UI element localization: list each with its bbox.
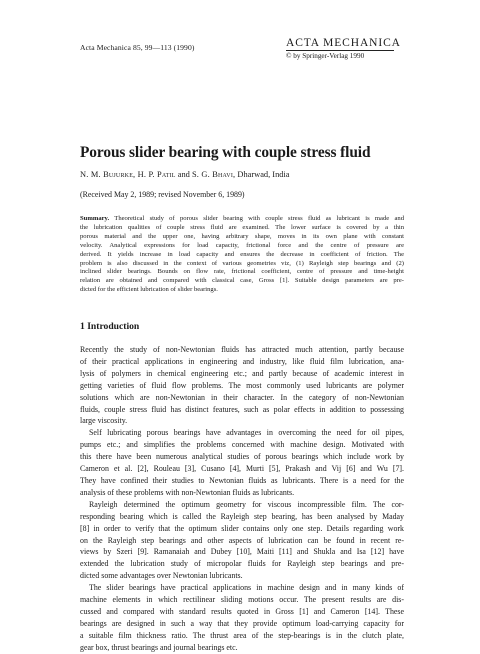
abstract-line: dicted for the efficient lubrication of slider bearings. <box>80 286 218 294</box>
abstract-line: relation are obtained and compared with classical case, Gross [1]. Suitable design parameters are pre- <box>80 277 404 285</box>
affiliation: Dharwad, India <box>237 170 290 179</box>
body-line: Recently the study of non-Newtonian fluids has attracted much attention, partly because <box>80 345 404 354</box>
body-line: analysis of these problems with non-Newtonian fluids as lubricants. <box>80 487 295 497</box>
author-names: N. M. Bujurke, H. P. Patil <box>80 170 176 179</box>
publisher-line: © by Springer-Verlag 1990 <box>286 52 365 60</box>
body-line: Rayleigh determined the optimum geometry for viscous incompressible film. The cor- <box>89 499 404 509</box>
body-text <box>80 344 404 654</box>
body-line: gear box, thrust bearings and journal bearings etc. <box>80 642 238 652</box>
body-line: on the Rayleigh step bearings and other aspects of lubrication can be found in recent re- <box>80 535 404 545</box>
abstract-line: velocity. Analytical expressions for load capacity, frictional force and the centre of pressure are <box>80 241 404 249</box>
body-line: this there have been numerous analytical studies of porous bearings which include work by <box>80 452 404 462</box>
citation-line: Acta Mechanica 85, 99—113 (1990) <box>80 43 195 52</box>
body-line: solutions which are non-Newtonian in their character. In the category of non-Newtonian <box>80 392 404 402</box>
author-line <box>80 170 290 179</box>
body-line: dicted some advantages over Newtonian lubricants. <box>80 571 243 581</box>
abstract-line: problem is also discussed in the context of various geometries viz, (1) Rayleigh step bearings and (2) <box>80 259 404 267</box>
body-line: cussed and compared with standard results quoted in Gross [1] and Cameron [14]. These <box>80 606 404 616</box>
abstract-line: Summary. Theoretical study of porous slider bearing with couple stress fluid as lubricant is made and <box>80 215 404 222</box>
abstract-line: inclined slider bearings. Bounds on flow rate, frictional coefficient, centre of pressure and time-height <box>80 268 404 276</box>
abstract-line: derived. It yields increase in load capacity and ensures the decrease in coefficient of friction. The <box>80 250 404 258</box>
body-line: views by Szeri [9]. Ramanaiah and Dubey [10], Maiti [11] and Shukla and Isa [12] have <box>80 547 404 557</box>
body-line: lysis of polymers in chemical engineering etc.; and partly because of academic interest in <box>80 368 404 378</box>
body-line: The slider bearings have practical applications in machine design and in many kinds of <box>89 583 404 593</box>
body-line: Cameron et al. [2], Rouleau [3], Cusano [4], Murti [5], Prakash and Vij [6] and Wu [7]. <box>80 464 404 474</box>
body-line: Self lubricating porous bearings have advantages in overcoming the need for oil pipes, <box>89 428 404 438</box>
body-line: bearings are designed in such a way that they provide optimum load-carrying capacity for <box>80 618 404 628</box>
journal-masthead <box>286 37 404 61</box>
body-line: getting varieties of fluid flow problems. The most commonly used lubricants are polymer <box>80 380 404 390</box>
author-last: S. G. Bhavi, <box>191 170 236 179</box>
section-heading: 1 Introduction <box>80 321 140 332</box>
body-line: They have confined their studies to Newtonian fluids as lubricants. There is a need for the <box>80 475 404 485</box>
body-line: a suitable film thickness ratio. The thrust area of the step-bearings is in the clutch plate, <box>80 630 404 640</box>
body-line: machine elements in which rectilinear sliding motions occur. The present results are dis- <box>80 595 404 605</box>
abstract-label: Summary. <box>80 215 110 222</box>
author-conjunction: and <box>177 170 190 179</box>
body-line: large viscosity. <box>80 416 128 426</box>
body-line: [8] in order to verify that the optimum slider contains only one step. Details regarding work <box>80 523 404 533</box>
body-line: pumps etc.; and simplifies the problems concerned with machine design. Motivated with <box>80 440 404 450</box>
body-line: fluids, couple stress fluid has distinct features, such as polar effects in addition to possessing <box>80 404 404 414</box>
abstract-line: the lubrication qualities of couple stress fluid are examined. The lower surface is covered by a thin <box>80 223 404 231</box>
abstract <box>80 215 404 295</box>
article-title: Porous slider bearing with couple stress fluid <box>80 144 371 161</box>
body-line: of their practical applications in engineering and industry, like fluid film lubrication, ana- <box>80 356 404 366</box>
abstract-line: porous material and the upper one, having arbitrary shape, moves in its own plane with constant <box>80 232 404 240</box>
received-dates: (Received May 2, 1989; revised November 6, 1989) <box>80 190 245 199</box>
body-line: extended the lubrication study of micropolar fluids for Rayleigh step bearings and pre- <box>80 559 404 569</box>
body-line: responding bearing which is called the Rayleigh step bearing, has been analysed by Maday <box>80 511 404 521</box>
journal-name: ACTA MECHANICA <box>286 37 401 49</box>
masthead-rule <box>286 50 394 51</box>
